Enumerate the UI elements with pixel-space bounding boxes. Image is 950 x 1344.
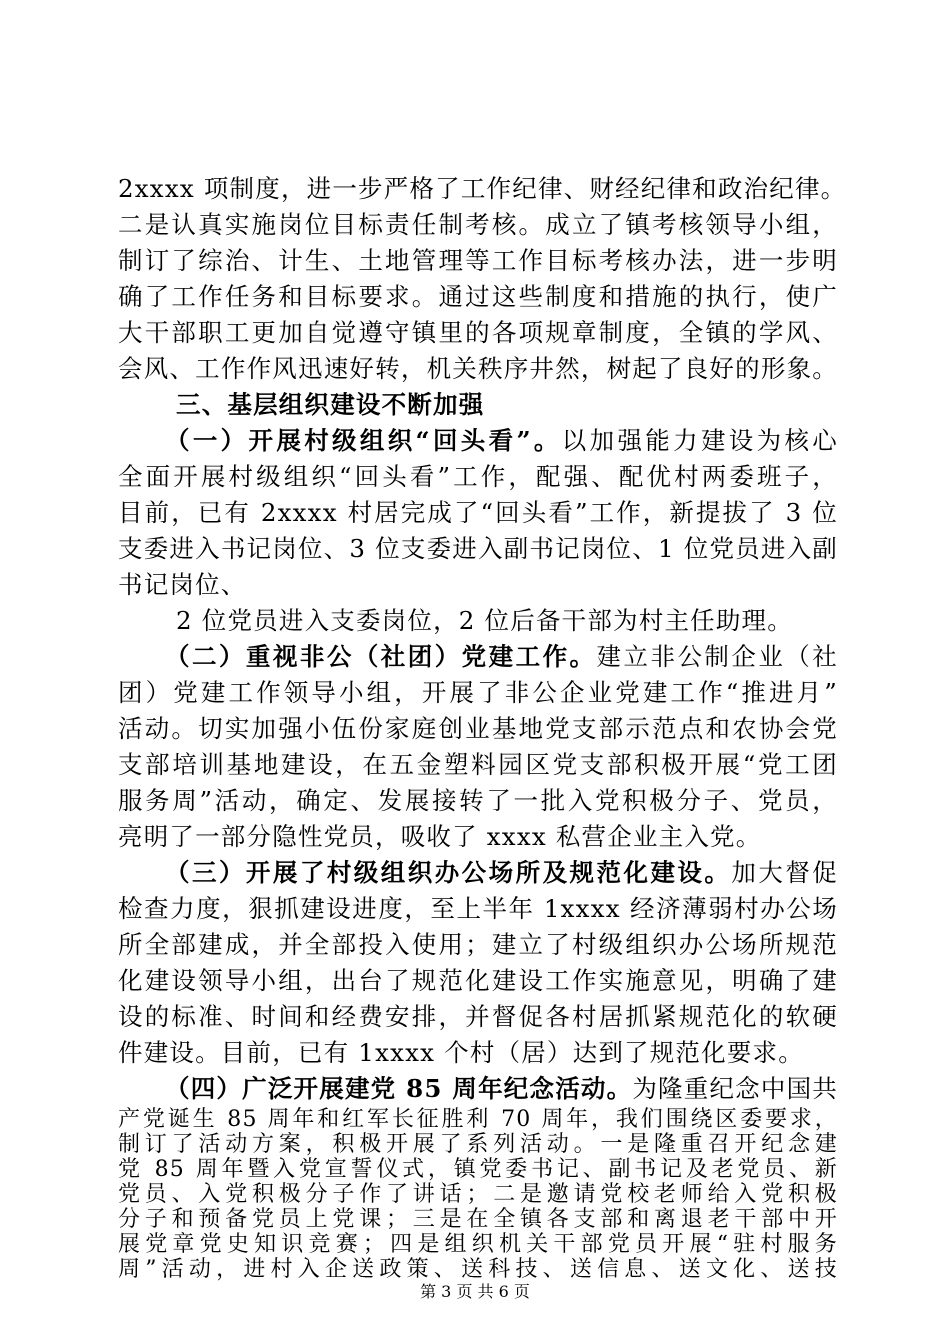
body-text-line: 活动。切实加强小伍份家庭创业基地党支部示范点和农协会党 — [118, 714, 838, 743]
body-text-line: 会风、工作作风迅速好转，机关秩序井然，树起了良好的形象。 — [118, 354, 838, 383]
body-text-line: 二是认真实施岗位目标责任制考核。成立了镇考核领导小组， — [118, 210, 838, 239]
body-text-line: 支委进入书记岗位、3 位支委进入副书记岗位、1 位党员进入副 — [118, 534, 838, 563]
body-text-line: 制订了综治、计生、土地管理等工作目标考核办法，进一步明 — [118, 246, 838, 275]
subsection-paragraph-start: （三）开展了村级组织办公场所及规范化建设。加大督促 — [165, 858, 838, 887]
body-text-line: 分子和预备党员上党课；三是在全镇各支部和离退老干部中开 — [118, 1207, 838, 1232]
body-text-line: 周”活动，进村入企送政策、送科技、送信息、送文化、送技 — [118, 1257, 838, 1282]
body-text-line: 设的标准、时间和经费安排，并督促各村居抓紧规范化的软硬 — [118, 1002, 838, 1031]
subsection-paragraph-start: （一）开展村级组织“回头看”。以加强能力建设为核心 — [165, 426, 839, 455]
body-text-line: 产党诞生 85 周年和红军长征胜利 70 周年，我们围绕区委要求， — [118, 1107, 838, 1132]
section-heading: 三、基层组织建设不断加强 — [176, 390, 485, 419]
body-text-line: 支部培训基地建设，在五金塑料园区党支部积极开展“党工团 — [118, 750, 838, 779]
subsection-paragraph-start: （二）重视非公（社团）党建工作。建立非公制企业（社 — [165, 642, 838, 671]
subsection-heading: （三）开展了村级组织办公场所及规范化建设。 — [165, 858, 732, 887]
body-text-line: 目前，已有 2xxxx 村居完成了“回头看”工作，新提拔了 3 位 — [118, 498, 838, 527]
page-number-footer: 第 3 页 共 6 页 — [420, 1282, 530, 1301]
subsection-paragraph-start: （四）广泛开展建党 85 周年纪念活动。为隆重纪念中国共 — [165, 1074, 838, 1103]
body-text-line: 大干部职工更加自觉遵守镇里的各项规章制度，全镇的学风、 — [118, 318, 838, 347]
body-text-line: 党 85 周年暨入党宣誓仪式，镇党委书记、副书记及老党员、新 — [118, 1157, 838, 1182]
body-text-line: 亮明了一部分隐性党员，吸收了 xxxx 私营企业主入党。 — [118, 822, 762, 851]
body-text-line: 2 位党员进入支委岗位，2 位后备干部为村主任助理。 — [176, 606, 793, 635]
body-text-line: 制订了活动方案，积极开展了系列活动。一是隆重召开纪念建 — [118, 1132, 838, 1157]
body-text-line: 展党章党史知识竞赛；四是组织机关干部党员开展“驻村服务 — [118, 1232, 838, 1257]
body-text-line: 2xxxx 项制度，进一步严格了工作纪律、财经纪律和政治纪律。 — [118, 174, 847, 203]
body-text-line: 确了工作任务和目标要求。通过这些制度和措施的执行，使广 — [118, 282, 838, 311]
subsection-heading: （四）广泛开展建党 85 周年纪念活动。 — [165, 1074, 633, 1103]
body-text-line: 书记岗位、 — [118, 570, 247, 599]
subsection-heading: （一）开展村级组织“回头看”。 — [165, 426, 562, 455]
body-text-line: 所全部建成，并全部投入使用；建立了村级组织办公场所规范 — [118, 930, 838, 959]
body-text-line: 党员、入党积极分子作了讲话；二是邀请党校老师给入党积极 — [118, 1182, 838, 1207]
body-text-line: 团）党建工作领导小组，开展了非公企业党建工作“推进月” — [118, 678, 838, 707]
body-text-line: 件建设。目前，已有 1xxxx 个村（居）达到了规范化要求。 — [118, 1038, 804, 1067]
body-text-line: 检查力度，狠抓建设进度，至上半年 1xxxx 经济薄弱村办公场 — [118, 894, 838, 923]
body-text-line: 全面开展村级组织“回头看”工作，配强、配优村两委班子， — [118, 462, 838, 491]
subsection-heading: （二）重视非公（社团）党建工作。 — [165, 642, 597, 671]
body-text-line: 服务周”活动，确定、发展接转了一批入党积极分子、党员， — [118, 786, 838, 815]
body-text-line: 化建设领导小组，出台了规范化建设工作实施意见，明确了建 — [118, 966, 838, 995]
